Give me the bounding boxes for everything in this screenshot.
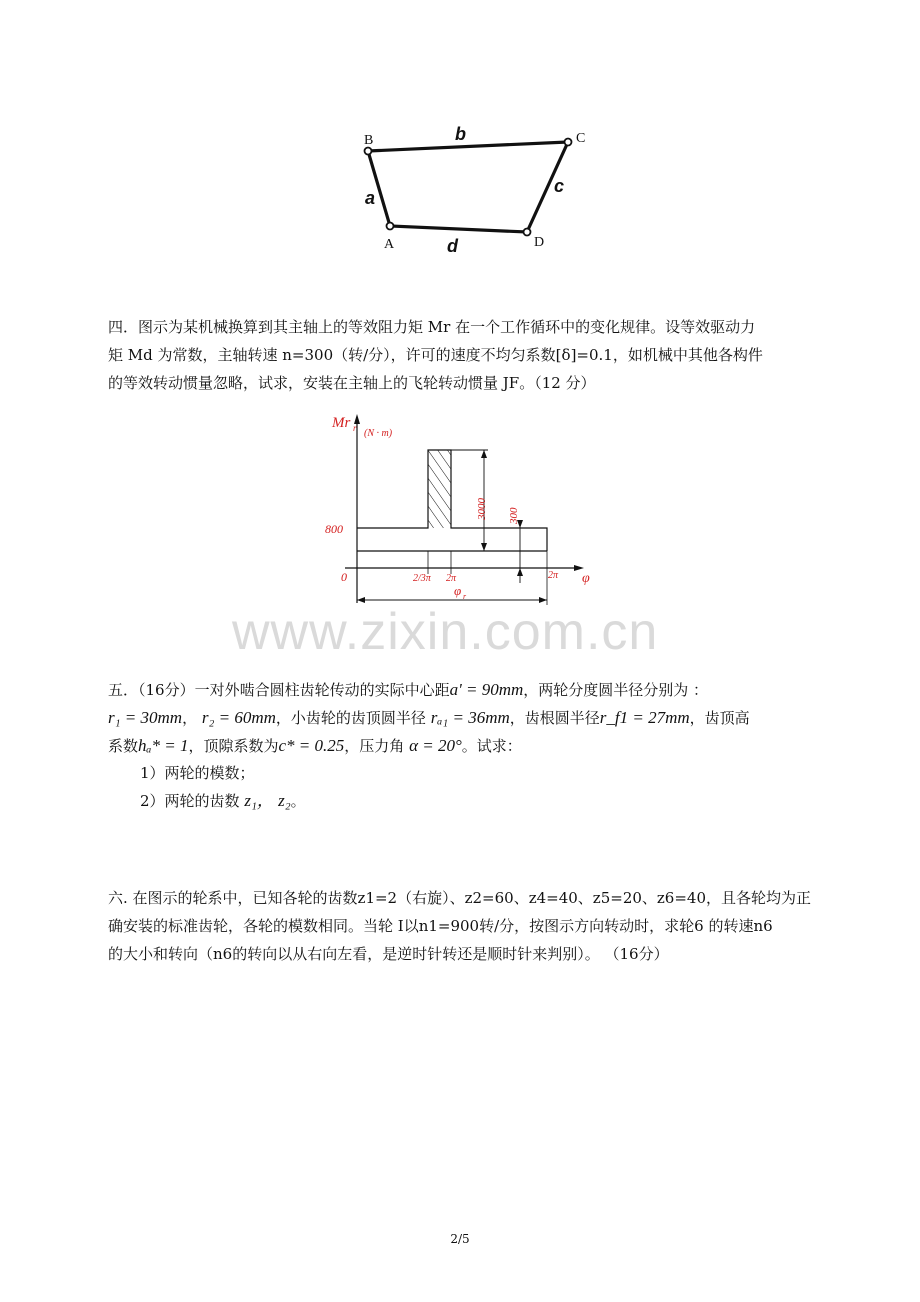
point-label-b: B [364, 133, 374, 148]
joint-c [565, 139, 572, 146]
q5-line-2 [108, 704, 813, 732]
x-tick-label-2pi-mid: 2π [446, 573, 457, 584]
q5-line-3 [108, 732, 813, 760]
q6-line-1: 六. 在图示的轮系中，已知各轮的齿数z1=2（右旋）、z2=60、z4=40、z5=20、z6=40，且各轮均为正 [108, 889, 812, 907]
y-axis-label: Mr [332, 415, 351, 431]
q5-pressure-text: ，压力角 [344, 737, 405, 755]
cycle-label: φ [454, 583, 462, 598]
q4-line-2: 矩 Md 为常数，主轴转速 n=300（转/分），许可的速度不均匀系数[δ]=0.1，如机械中其他各构件 [108, 346, 763, 364]
point-label-a: A [384, 237, 395, 252]
page-number: 2/5 [450, 1232, 470, 1246]
x-axis-label: φ [582, 571, 590, 586]
q5-c: c* = 0.25 [278, 736, 345, 755]
x-tick-label-2-3pi: 2/3π [413, 573, 431, 584]
q5-root-text: ，齿根圆半径 [509, 709, 600, 727]
link-label-b: b [455, 124, 466, 144]
point-label-c: C [576, 131, 586, 146]
dim-label-300: 300 [508, 507, 520, 524]
question-4 [108, 313, 813, 397]
q5-rf1: r_f1 = 27mm [599, 708, 690, 727]
q5-ra1: rₐ₁ = 36mm [430, 708, 510, 727]
q5-intro-tail: ，两轮分度圆半径分别为 ： [523, 681, 709, 699]
q5-z-values: z₁， z₂ [244, 791, 291, 810]
q5-item-2-end: 。 [290, 792, 306, 810]
y-tick-label-800: 800 [325, 522, 343, 536]
q5-r2: r₂ = 60mm [201, 708, 276, 727]
dim-3000-arrow-top [481, 450, 487, 458]
joint-d [524, 229, 531, 236]
link-label-a: a [365, 188, 376, 208]
q6-line-3: 的大小和转向（n6的转向以从右向左看，是逆时针转还是顺时针来判别）。 （16分） [108, 945, 669, 963]
excess-work-area [428, 450, 451, 528]
watermark: www.zixin.com.cn [232, 603, 659, 661]
dim-label-3000: 3000 [476, 498, 488, 520]
q5-r1: r₁ = 30mm [108, 708, 183, 727]
q5-item-2-text: 2）两轮的齿数 [140, 792, 240, 810]
q5-ha-text: ，齿顶高 [689, 709, 750, 727]
q5-ha: hₐ* = 1 [138, 736, 189, 755]
point-label-d: D [534, 235, 545, 250]
dim-3000-arrow-bottom [481, 543, 487, 551]
link-label-c: c [554, 176, 565, 196]
question-6 [108, 884, 813, 968]
four-bar-linkage-diagram [340, 118, 610, 268]
q5-item-2 [108, 787, 813, 815]
q4-line-3: 的等效转动惯量忽略，试求，安装在主轴上的飞轮转动惯量 JF。（12 分） [108, 374, 596, 392]
y-axis-label-sub: r [353, 423, 357, 433]
q5-clearance-text: ，顶隙系数为 [188, 737, 279, 755]
q5-alpha: α = 20° [409, 736, 462, 755]
x-tick-label-2pi-end: 2π [548, 570, 559, 581]
resistance-torque-chart [320, 408, 600, 613]
q5-ask-text: 。试求： [461, 737, 522, 755]
x-tick-label-0: 0 [341, 570, 347, 584]
cycle-label-sub: r [463, 592, 467, 601]
link-label-d: d [447, 236, 458, 256]
y-axis-unit: (N · m) [364, 428, 393, 439]
q5-addendum-text: ，小齿轮的齿顶圆半径 [275, 709, 426, 727]
q4-line-1: 四．图示为某机械换算到其主轴上的等效阻力矩 Mr 在一个工作循环中的变化规律。设等效驱动力 [108, 318, 756, 336]
q5-item-1: 1）两轮的模数； [140, 764, 255, 782]
q5-line-1 [108, 676, 813, 704]
q5-intro-text: 五．（16分）一对外啮合圆柱齿轮传动的实际中心距 [108, 681, 450, 699]
q5-center-distance: a' = 90mm [449, 680, 524, 699]
joint-b [365, 148, 372, 155]
resistance-torque-line [357, 450, 547, 551]
q6-line-2: 确安装的标准齿轮，各轮的模数相同。当轮 I以n1=900转/分，按图示方向转动时，求轮6 的转速n6 [108, 917, 773, 935]
question-5 [108, 676, 813, 815]
joint-a [387, 223, 394, 230]
q5-sep: ， [182, 709, 198, 727]
q5-coeff-text: 系数 [108, 737, 139, 755]
dim-300-arrow-bottom [517, 568, 523, 576]
